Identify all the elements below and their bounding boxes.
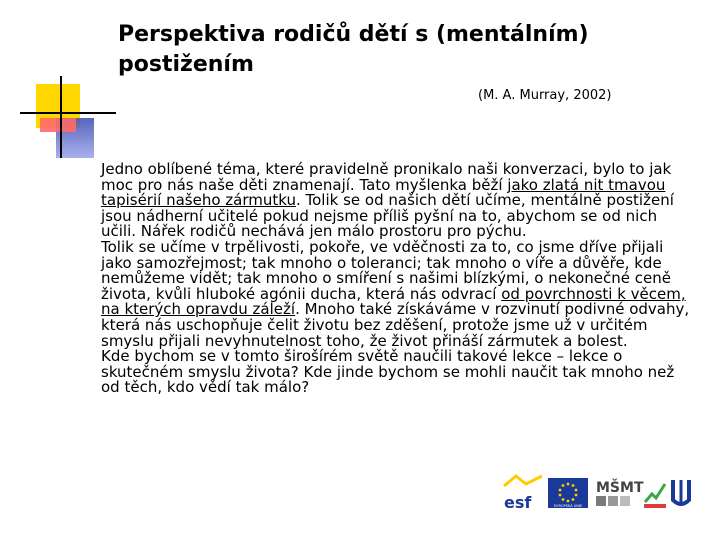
esf-logo-text: esf bbox=[504, 493, 532, 512]
paragraph-2-text-a: Tolik se učíme v trpělivosti, pokoře, ve vděčnosti za to, co jsme dříve přijali jako samozřejmost; tak mnoho o toleranci; tak mnoho o víře a důvěře, kde nemůžeme vidět; tak mnoho o smíření s našimi blízkými, o nekonečné ceně života, kvůli hluboké agónii ducha, která nás odvrací bbox=[101, 237, 671, 303]
paragraph-1-text-b: . Tolik se od našich dětí učíme, mentálně postižení jsou nádherní učitelé pokud nejsme příliš pyšní na to, abychom se od nich učili. Nářek rodičů nechává jen málo prostoru pro pýchu. bbox=[101, 191, 674, 241]
paragraph-1-text-a: Jedno oblíbené téma, které pravidelně pronikalo naši konverzaci, bylo to jak moc pro nás naše děti znamenají. Tato myšlenka běží bbox=[101, 160, 672, 194]
decor-vertical-line bbox=[60, 76, 62, 158]
paragraph-2-text-b: . Mnoho také získáváme v rozvinutí podivné odvahy, která nás uschopňuje čelit životu bez zděšení, protože jsme už v určitém smyslu přijali nevyhnutelnost toho, že život přináší zármutek a bolest. bbox=[101, 300, 690, 350]
msmt-logo-text: MŠMT bbox=[596, 480, 644, 496]
op-vk-logo bbox=[642, 474, 668, 512]
citation: (M. A. Murray, 2002) bbox=[478, 88, 612, 103]
paragraph-2-underlined: od povrchnosti k věcem, na kterých opravdu záleží bbox=[101, 284, 686, 319]
paragraph-1 bbox=[101, 162, 691, 240]
decor-red-square bbox=[40, 118, 76, 132]
paragraph-1-underlined: jako zlatá nit tmavou tapisérií našeho zármutku bbox=[101, 175, 666, 210]
slide-title: Perspektiva rodičů dětí s (mentálním) postižením bbox=[118, 22, 589, 77]
eu-stars-icon bbox=[548, 478, 588, 508]
msmt-logo bbox=[594, 474, 644, 512]
paragraph-2 bbox=[101, 237, 691, 350]
eu-flag-caption: EVROPSKÁ UNIE bbox=[553, 504, 583, 508]
logo-strip bbox=[502, 474, 692, 514]
slide-body bbox=[101, 162, 691, 396]
esf-logo bbox=[502, 474, 544, 512]
eu-flag-logo bbox=[548, 478, 588, 508]
university-logo bbox=[670, 474, 692, 512]
paragraph-3: Kde bychom se v tomto širošírém světě naučili takové lekce – lekce o skutečném smyslu života? Kde jinde bychom se mohli naučit tak mnoho než od těch, kdo vědí tak málo? bbox=[101, 347, 675, 397]
decor-horizontal-line bbox=[20, 112, 116, 114]
